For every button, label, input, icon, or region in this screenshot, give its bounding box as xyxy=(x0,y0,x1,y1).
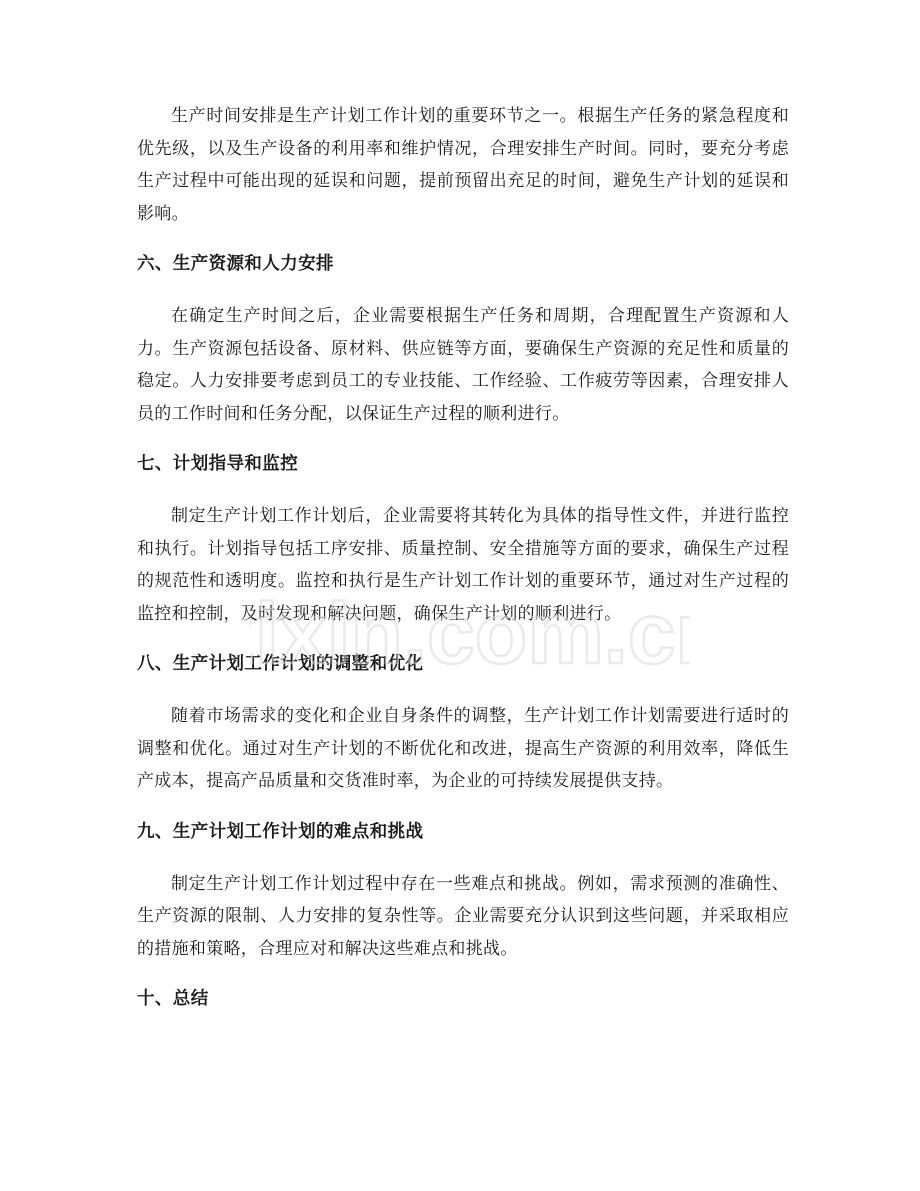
section-heading-6: 六、生产资源和人力安排 xyxy=(137,254,334,274)
document-body xyxy=(137,100,789,1011)
section-paragraph-9: 制定生产计划工作计划过程中存在一些难点和挑战。例如，需求预测的准确性、生产资源的限制、人力安排的复杂性等。企业需要充分认识到这些问题，并采取相应的措施和策略，合理应对和解决这些难点和挑战。 xyxy=(137,873,789,959)
section-paragraph-8: 随着市场需求的变化和企业自身条件的调整，生产计划工作计划需要进行适时的调整和优化。通过对生产计划的不断优化和改进，提高生产资源的利用效率，降低生产成本，提高产品质量和交货准时率，为企业的可持续发展提供支持。 xyxy=(137,706,789,791)
section-heading-7: 七、计划指导和监控 xyxy=(137,454,299,474)
section-heading-9: 九、生产计划工作计划的难点和挑战 xyxy=(137,821,424,842)
svg-text:zixin.com.cn: ixin.com.c xyxy=(254,586,676,682)
section-paragraph-7: 制定生产计划工作计划后，企业需要将其转化为具体的指导性文件，并进行监控和执行。计划指导包括工序安排、质量控制、安全措施等方面的要求，确保生产过程的规范性和透明度。监控和执行是生产计划工作计划的重要环节，通过对生产过程的监控和控制，及时发现和解决问题，确保生产计划的顺利进行。 xyxy=(137,506,789,624)
section-heading-8: 八、生产计划工作计划的调整和优化 xyxy=(137,654,424,674)
intro-paragraph: 生产时间安排是生产计划工作计划的重要环节之一。根据生产任务的紧急程度和优先级，以及生产设备的利用率和维护情况，合理安排生产时间。同时，要充分考虑生产过程中可能出现的延误和问题，提前预留出充足的时间，避免生产计划的延误和影响。 xyxy=(137,106,789,224)
section-paragraph-6: 在确定生产时间之后，企业需要根据生产任务和周期，合理配置生产资源和人力。生产资源包括设备、原材料、供应链等方面，要确保生产资源的充足性和质量的稳定。人力安排要考虑到员工的专业技能、工作经验、工作疲劳等因素，合理安排人员的工作时间和任务分配，以保证生产过程的顺利进行。 xyxy=(137,306,789,424)
section-heading-10: 十、总结 xyxy=(137,989,209,1009)
